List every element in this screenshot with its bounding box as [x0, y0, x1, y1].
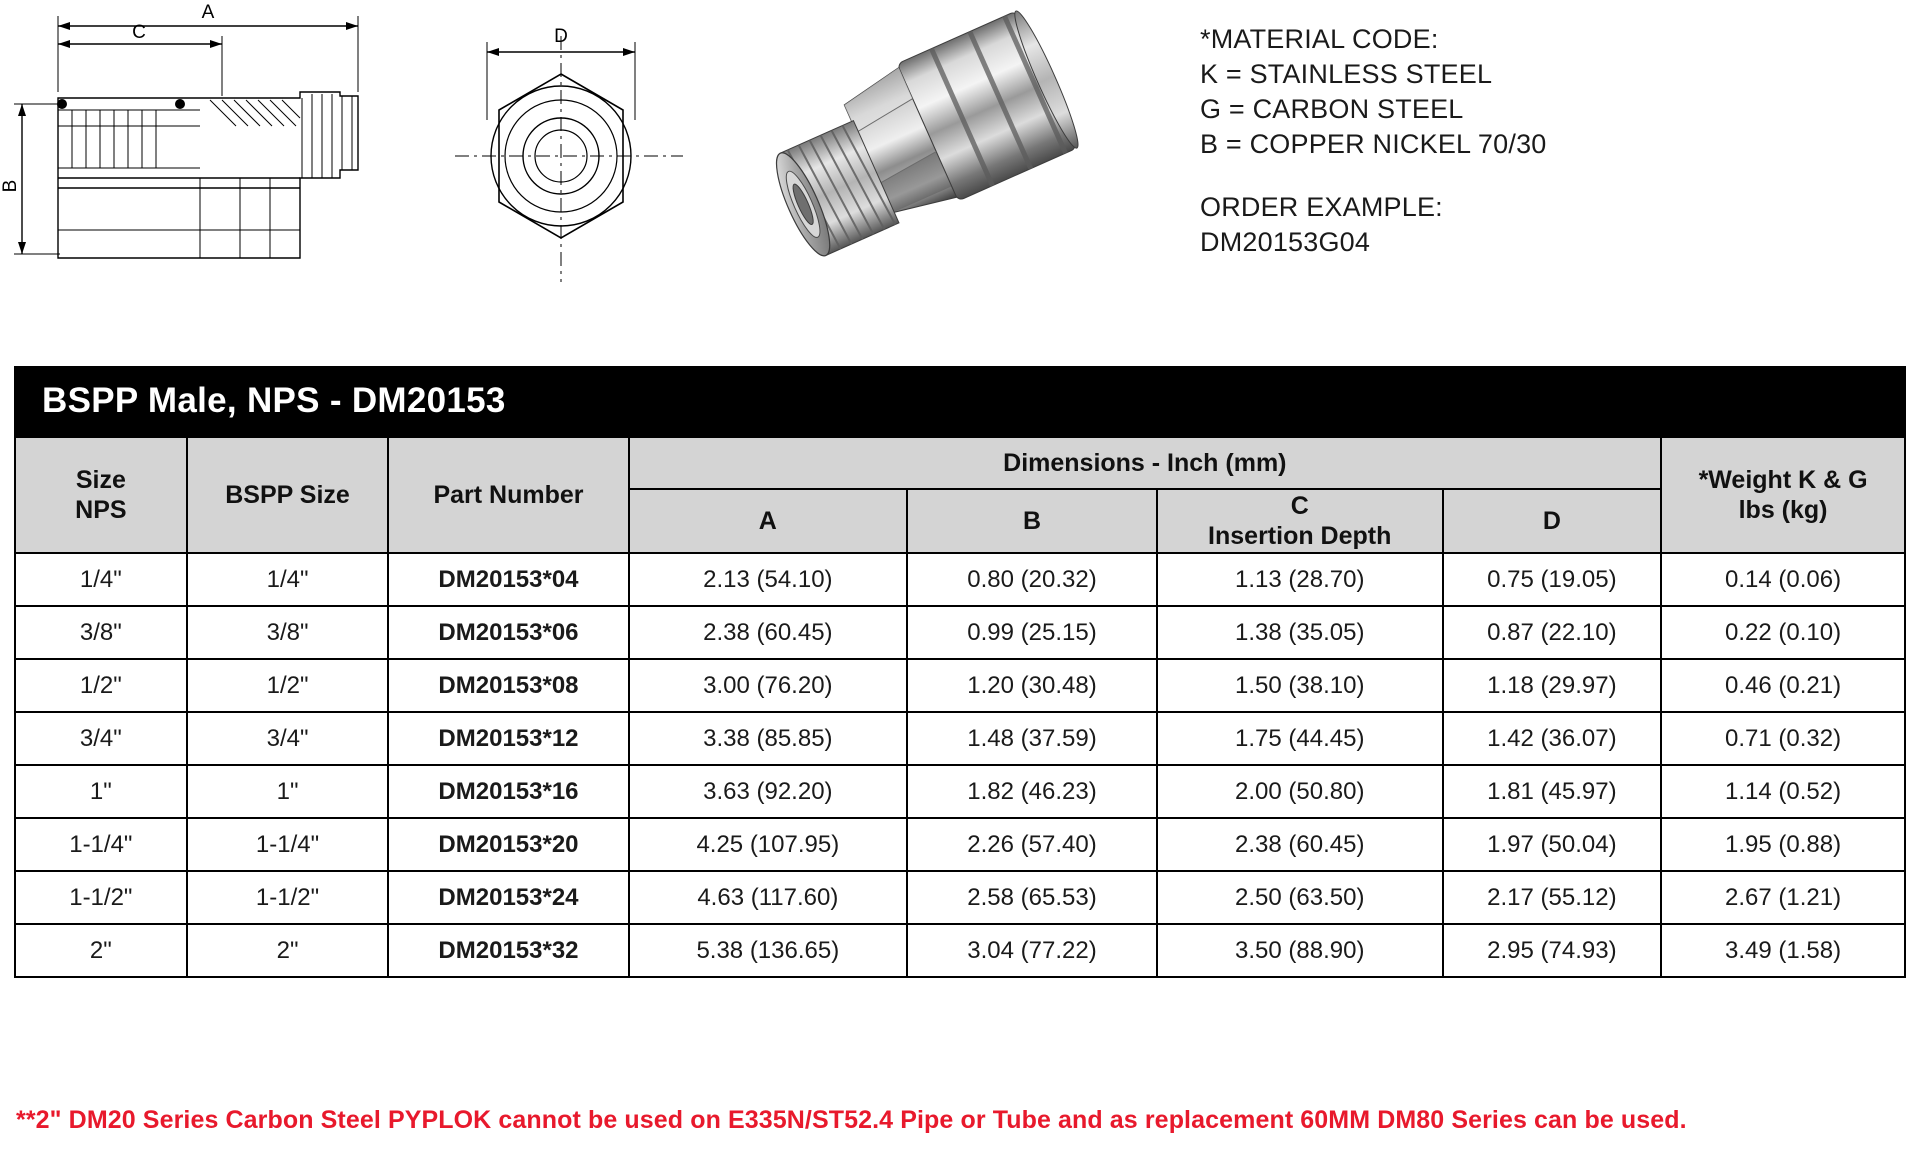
header-size-nps [15, 437, 187, 553]
header-dim-d: D [1443, 489, 1662, 553]
table-row [15, 818, 1905, 871]
front-view-drawing [455, 10, 685, 300]
cell-weight: 0.14 (0.06) [1661, 553, 1905, 606]
header-dim-a: A [629, 489, 908, 553]
cell-weight: 1.95 (0.88) [1661, 818, 1905, 871]
cell-dim-d: 2.95 (74.93) [1443, 924, 1662, 977]
cell-dim-b: 2.58 (65.53) [907, 871, 1157, 924]
cell-dim-b: 3.04 (77.22) [907, 924, 1157, 977]
cell-bspp-size: 1-1/4" [187, 818, 389, 871]
cell-weight: 0.46 (0.21) [1661, 659, 1905, 712]
cell-dim-d: 0.87 (22.10) [1443, 606, 1662, 659]
cell-weight: 3.49 (1.58) [1661, 924, 1905, 977]
cell-dim-a: 4.25 (107.95) [629, 818, 908, 871]
cell-dim-c: 1.13 (28.70) [1157, 553, 1443, 606]
table-row [15, 553, 1905, 606]
header-dim-c-line1: C [1290, 492, 1309, 520]
cell-dim-d: 1.97 (50.04) [1443, 818, 1662, 871]
dimension-label-a: A [201, 2, 215, 23]
cell-bspp-size: 3/4" [187, 712, 389, 765]
specification-table-wrapper [14, 366, 1906, 978]
header-bspp-size: BSPP Size [187, 437, 389, 553]
cell-bspp-size: 1-1/2" [187, 871, 389, 924]
header-size-nps-line1: Size [75, 466, 126, 494]
specification-table [14, 366, 1906, 978]
cell-size-nps: 1" [15, 765, 187, 818]
header-dim-c [1157, 489, 1443, 553]
table-row [15, 606, 1905, 659]
header-size-nps-line2: NPS [75, 496, 127, 524]
cell-size-nps: 1-1/4" [15, 818, 187, 871]
cell-dim-d: 2.17 (55.12) [1443, 871, 1662, 924]
cell-bspp-size: 1" [187, 765, 389, 818]
iso-render-drawing [720, 0, 1140, 300]
table-row [15, 712, 1905, 765]
cell-dim-a: 3.63 (92.20) [629, 765, 908, 818]
cell-dim-c: 1.75 (44.45) [1157, 712, 1443, 765]
cell-dim-b: 1.82 (46.23) [907, 765, 1157, 818]
notes-spacer [1200, 162, 1860, 190]
material-code-g: G = CARBON STEEL [1200, 94, 1464, 124]
cell-bspp-size: 3/8" [187, 606, 389, 659]
cell-dim-c: 2.38 (60.45) [1157, 818, 1443, 871]
cell-dim-b: 1.20 (30.48) [907, 659, 1157, 712]
cell-dim-b: 0.99 (25.15) [907, 606, 1157, 659]
table-row [15, 765, 1905, 818]
cell-size-nps: 3/8" [15, 606, 187, 659]
cell-part-number: DM20153*12 [388, 712, 628, 765]
table-row [15, 871, 1905, 924]
table-row [15, 659, 1905, 712]
cell-size-nps: 3/4" [15, 712, 187, 765]
cell-part-number: DM20153*04 [388, 553, 628, 606]
cell-part-number: DM20153*20 [388, 818, 628, 871]
cell-part-number: DM20153*24 [388, 871, 628, 924]
header-weight-line1: *Weight K & G [1698, 466, 1868, 494]
cell-dim-b: 0.80 (20.32) [907, 553, 1157, 606]
table-row [15, 924, 1905, 977]
cell-dim-c: 1.50 (38.10) [1157, 659, 1443, 712]
cell-dim-c: 2.00 (50.80) [1157, 765, 1443, 818]
cell-part-number: DM20153*32 [388, 924, 628, 977]
cell-dim-a: 2.38 (60.45) [629, 606, 908, 659]
cell-weight: 0.22 (0.10) [1661, 606, 1905, 659]
cell-dim-b: 2.26 (57.40) [907, 818, 1157, 871]
drawings-area [0, 0, 1920, 350]
cell-dim-d: 0.75 (19.05) [1443, 553, 1662, 606]
cell-dim-d: 1.42 (36.07) [1443, 712, 1662, 765]
cell-part-number: DM20153*08 [388, 659, 628, 712]
order-example-title: ORDER EXAMPLE: [1200, 192, 1443, 222]
material-code-b: B = COPPER NICKEL 70/30 [1200, 129, 1547, 159]
header-weight-line2: lbs (kg) [1738, 496, 1828, 524]
cell-bspp-size: 2" [187, 924, 389, 977]
side-section-drawing [0, 0, 430, 290]
table-title: BSPP Male, NPS - DM20153 [15, 367, 1905, 437]
cell-dim-d: 1.18 (29.97) [1443, 659, 1662, 712]
dimension-label-c: C [132, 22, 146, 43]
cell-weight: 2.67 (1.21) [1661, 871, 1905, 924]
cell-part-number: DM20153*16 [388, 765, 628, 818]
cell-dim-c: 3.50 (88.90) [1157, 924, 1443, 977]
cell-part-number: DM20153*06 [388, 606, 628, 659]
header-part-number: Part Number [388, 437, 628, 553]
cell-dim-b: 1.48 (37.59) [907, 712, 1157, 765]
cell-size-nps: 1/4" [15, 553, 187, 606]
cell-bspp-size: 1/2" [187, 659, 389, 712]
cell-weight: 1.14 (0.52) [1661, 765, 1905, 818]
cell-dim-a: 5.38 (136.65) [629, 924, 908, 977]
cell-bspp-size: 1/4" [187, 553, 389, 606]
dimension-label-b: B [0, 179, 21, 193]
cell-dim-d: 1.81 (45.97) [1443, 765, 1662, 818]
footnote-text: **2" DM20 Series Carbon Steel PYPLOK cannot be used on E335N/ST52.4 Pipe or Tube and as replacement 60MM DM80 Series can be used. [16, 1106, 1687, 1134]
cell-size-nps: 1/2" [15, 659, 187, 712]
order-example-value: DM20153G04 [1200, 227, 1371, 257]
cell-size-nps: 2" [15, 924, 187, 977]
header-dim-c-line2: Insertion Depth [1208, 522, 1392, 550]
cell-dim-a: 4.63 (117.60) [629, 871, 908, 924]
cell-dim-a: 3.00 (76.20) [629, 659, 908, 712]
cell-dim-a: 2.13 (54.10) [629, 553, 908, 606]
dimension-label-d: D [554, 26, 568, 47]
material-code-notes [1200, 22, 1860, 260]
header-dimensions-group: Dimensions - Inch (mm) [629, 437, 1662, 489]
cell-size-nps: 1-1/2" [15, 871, 187, 924]
cell-weight: 0.71 (0.32) [1661, 712, 1905, 765]
cell-dim-c: 1.38 (35.05) [1157, 606, 1443, 659]
cell-dim-c: 2.50 (63.50) [1157, 871, 1443, 924]
header-weight [1661, 437, 1905, 553]
cell-dim-a: 3.38 (85.85) [629, 712, 908, 765]
header-dim-b: B [907, 489, 1157, 553]
material-code-title: *MATERIAL CODE: [1200, 24, 1439, 54]
material-code-k: K = STAINLESS STEEL [1200, 59, 1493, 89]
